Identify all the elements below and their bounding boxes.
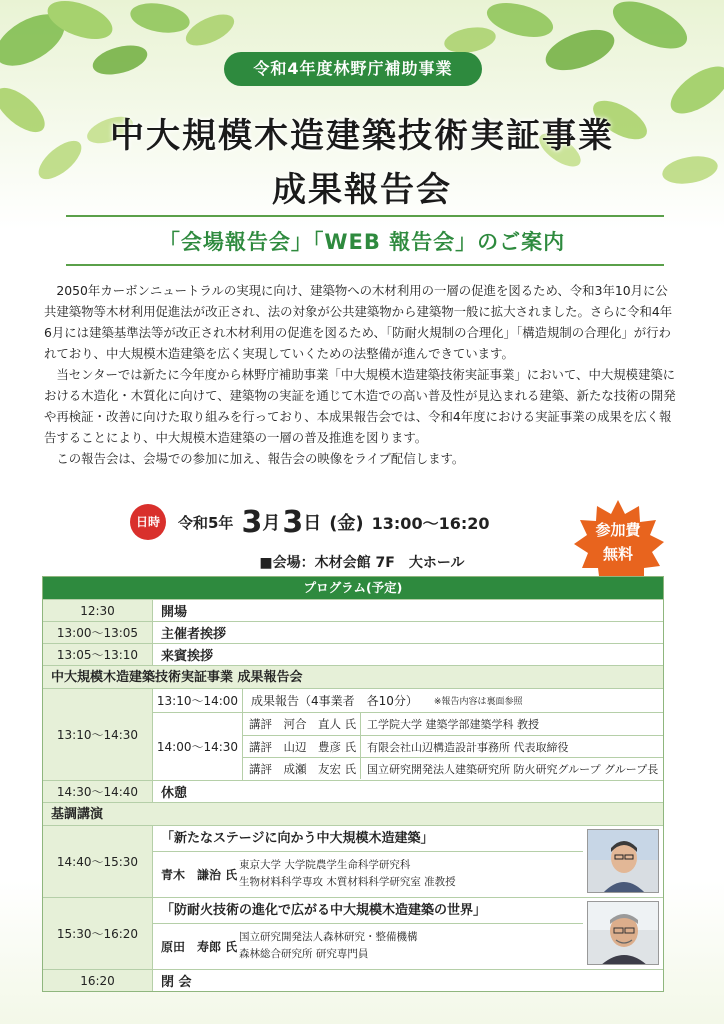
lecturer-row bbox=[243, 735, 663, 757]
report-subrow bbox=[153, 689, 663, 713]
report-section-heading: 中大規模木造建築技術実証事業 成果報告会 bbox=[43, 665, 663, 688]
speaker-name: 原田 寿郎 氏 bbox=[161, 939, 238, 954]
keynote-section-heading: 基調講演 bbox=[43, 802, 663, 825]
row-item: 開場 bbox=[161, 605, 188, 620]
intro-paragraph: 2050年カーボンニュートラルの実現に向け、建築物への木材利用の一層の促進を図るため、令和3年10月に公共建築物等木材利用促進法が改正され、法の対象が公共建築物から建築物一般に拡大されました。さらに令和4年6月には建築基準法等が改正され木材利用の促進を図るため、「防耐火規制の合理化」「構造規制の合理化」が行われており、中大規模木造建築を広く実現していくための法整備が進んできています。 bbox=[44, 283, 673, 361]
date-month-unit: 月 bbox=[262, 513, 281, 534]
event-time: 13:00〜16:20 bbox=[371, 513, 490, 533]
table-row bbox=[43, 621, 663, 643]
intro-text bbox=[44, 280, 680, 469]
row-time: 14:40〜15:30 bbox=[43, 826, 153, 897]
fee-label: 参加費 bbox=[595, 521, 641, 539]
speaker-affiliation bbox=[239, 929, 418, 963]
keynote-speaker bbox=[153, 852, 583, 896]
lecturer-affiliation: 国立研究開発法人建築研究所 防火研究グループ グループ長 bbox=[367, 762, 659, 776]
intro-paragraph: この報告会は、会場での参加に加え、報告会の映像をライブ配信します。 bbox=[56, 451, 465, 466]
fee-value: 無料 bbox=[602, 545, 633, 563]
row-time: 15:30〜16:20 bbox=[43, 898, 153, 969]
table-row bbox=[43, 599, 663, 621]
program-table bbox=[42, 576, 664, 992]
row-item: 来賓挨拶 bbox=[161, 649, 214, 664]
table-row bbox=[43, 643, 663, 665]
keynote-title: 「新たなステージに向かう中大規模木造建築」 bbox=[153, 826, 583, 852]
row-time: 14:30〜14:40 bbox=[43, 781, 153, 802]
event-date bbox=[130, 504, 490, 540]
keynote-row bbox=[43, 897, 663, 969]
table-row bbox=[43, 969, 663, 991]
keynote-detail bbox=[153, 898, 583, 969]
affiliation-line: 生物材料科学専攻 木質材料科学研究室 准教授 bbox=[239, 876, 456, 888]
keynote-row bbox=[43, 825, 663, 897]
row-time: 16:20 bbox=[43, 970, 153, 991]
keynote-detail bbox=[153, 826, 583, 897]
person-photo-icon bbox=[588, 830, 659, 893]
table-row bbox=[43, 780, 663, 802]
lecturer-list bbox=[243, 713, 663, 780]
keynote-title: 「防耐火技術の進化で広がる中大規模木造建築の世界」 bbox=[153, 898, 583, 924]
page-subtitle: 成果報告会 bbox=[272, 170, 452, 210]
speaker-affiliation bbox=[239, 857, 456, 891]
lecturer-row bbox=[243, 757, 663, 779]
sub-time: 14:00〜14:30 bbox=[153, 713, 243, 780]
date-day: 3 bbox=[282, 504, 304, 540]
row-item: 閉 会 bbox=[161, 975, 192, 990]
date-weekday: (金) bbox=[329, 513, 364, 534]
date-badge: 日時 bbox=[130, 504, 166, 540]
lecturer-affiliation: 工学院大学 建築学部建築学科 教授 bbox=[367, 718, 539, 731]
row-item: 主催者挨拶 bbox=[161, 627, 227, 642]
row-time: 13:10〜14:30 bbox=[43, 689, 153, 780]
report-subrow bbox=[153, 713, 663, 780]
report-note: ※報告内容は裏面参照 bbox=[433, 697, 523, 707]
lecturer-name: 講評 河合 直人 氏 bbox=[243, 713, 361, 735]
date-era: 令和5年 bbox=[178, 513, 234, 532]
guide-title: 「会場報告会」「WEB 報告会」のご案内 bbox=[158, 230, 566, 254]
speaker-photo bbox=[587, 829, 659, 893]
affiliation-line: 国立研究開発法人森林研究・整備機構 bbox=[239, 931, 418, 943]
lecturer-row bbox=[243, 713, 663, 735]
affiliation-line: 森林総合研究所 研究専門員 bbox=[239, 948, 369, 960]
page-title: 中大規模木造建築技術実証事業 bbox=[110, 116, 614, 156]
affiliation-line: 東京大学 大学院農学生命科学研究科 bbox=[239, 859, 411, 871]
date-day-unit: 日 bbox=[303, 513, 322, 534]
lecturer-affiliation: 有限会社山辺構造設計事務所 代表取締役 bbox=[367, 740, 569, 754]
row-time: 13:00〜13:05 bbox=[43, 622, 153, 643]
person-photo-icon bbox=[588, 902, 659, 965]
row-time: 13:05〜13:10 bbox=[43, 644, 153, 665]
keynote-speaker bbox=[153, 924, 583, 968]
report-detail bbox=[153, 689, 663, 780]
report-block bbox=[43, 688, 663, 780]
lecturer-name: 講評 山辺 豊彦 氏 bbox=[243, 736, 361, 757]
row-item: 休憩 bbox=[161, 786, 188, 801]
date-month: 3 bbox=[241, 504, 263, 540]
venue: ■会場：木材会館 7F 大ホール bbox=[259, 555, 465, 571]
row-time: 12:30 bbox=[43, 600, 153, 621]
speaker-name: 青木 謙治 氏 bbox=[161, 867, 238, 882]
report-text: 成果報告（4事業者 各10分） bbox=[251, 694, 418, 708]
lecturer-name: 講評 成瀬 友宏 氏 bbox=[243, 758, 361, 779]
speaker-photo bbox=[587, 901, 659, 965]
divider bbox=[66, 215, 664, 217]
intro-paragraph: 当センターでは新たに今年度から林野庁補助事業「中大規模木造建築技術実証事業」において、中大規模建築における木造化・木質化に向けて、建築物の実証を通じて木造での高い普及性が見込まれる建築、新たな技術の開発や再検証・改善に向けた取り組みを行っており、本成果報告会では、令和4年度における実証事業の成果を広く報告することにより、中大規模木造建築の一層の普及推進を図ります。 bbox=[44, 367, 676, 445]
report-desc bbox=[243, 689, 522, 712]
subsidy-badge: 令和4年度林野庁補助事業 bbox=[224, 52, 482, 86]
divider bbox=[66, 264, 664, 266]
program-heading: プログラム(予定) bbox=[43, 577, 663, 599]
sub-time: 13:10〜14:00 bbox=[153, 689, 243, 712]
